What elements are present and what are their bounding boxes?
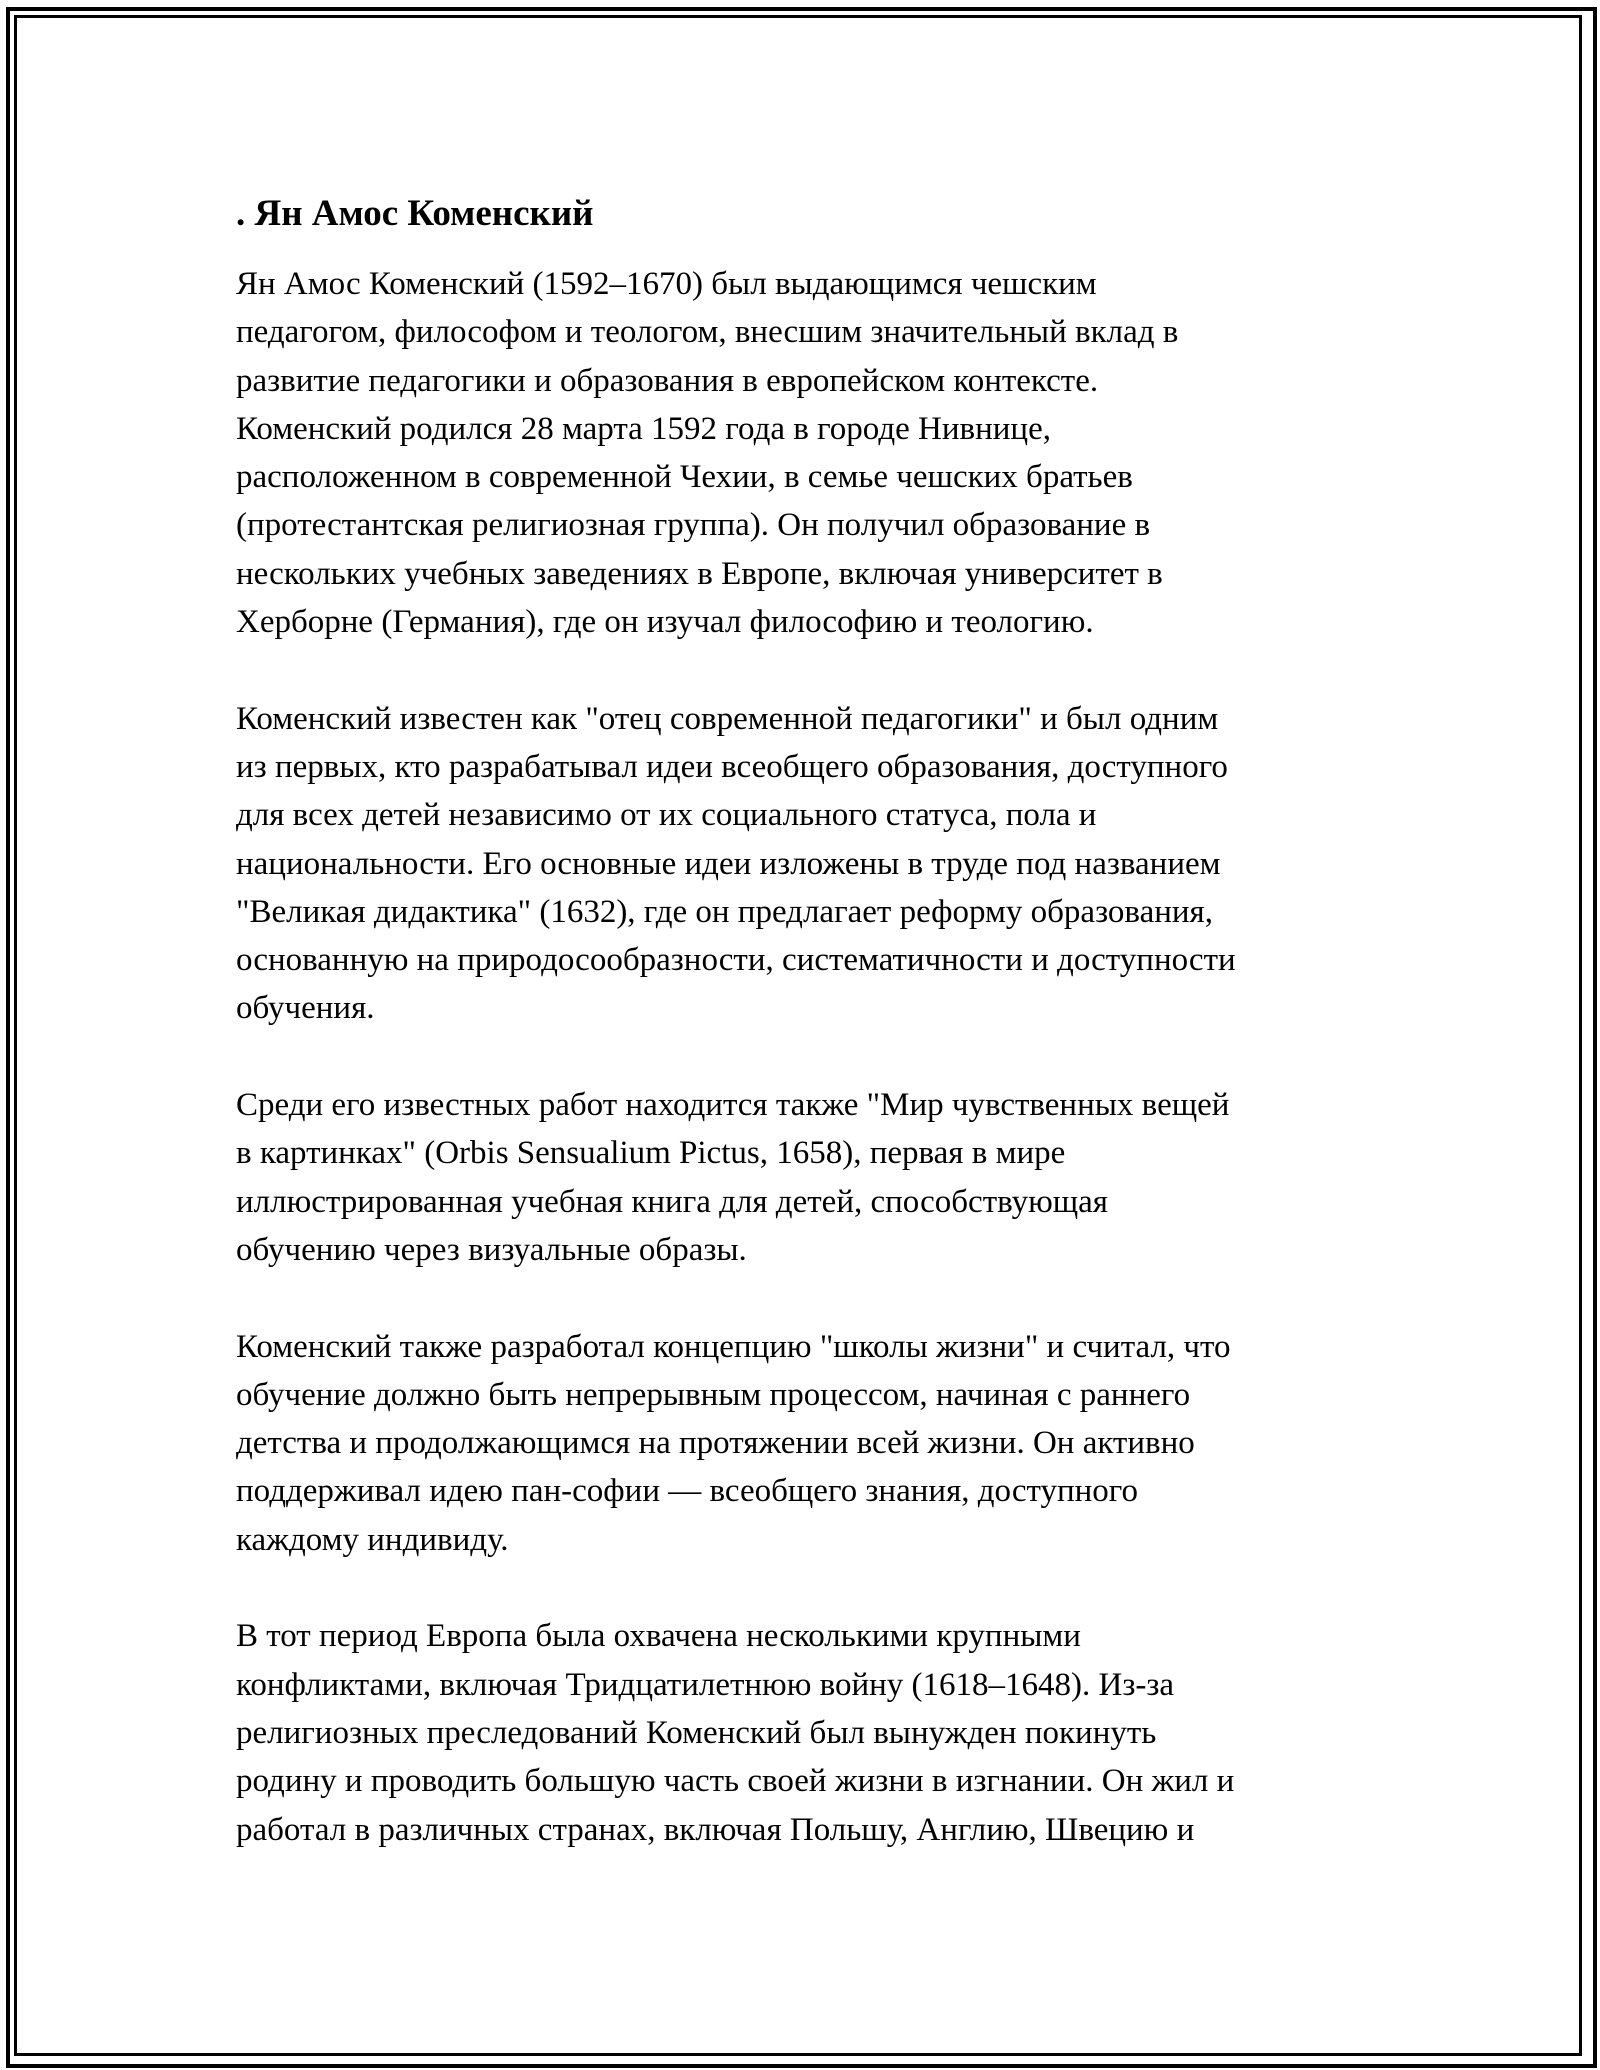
document-body	[236, 186, 1361, 1902]
paragraph-exile: В тот период Европа была охвачена несколькими крупными конфликтами, включая Тридцатилетнюю войну (1618–1648). Из-за религиозных преследований Коменский был вынужден покинуть родину и проводить большую часть своей жизни в изгнании. Он жил и работал в различных странах, включая Польшу, Англию, Швецию и	[236, 1618, 1235, 1848]
document-title: . Ян Амос Коменский	[236, 193, 594, 234]
paragraph-school-of-life: Коменский также разработал концепцию "школы жизни" и считал, что обучение должно быть непрерывным процессом, начиная с раннего детства и продолжающимся на протяжении всей жизни. Он активно поддерживал идею пан-софии — всеобщего знания, доступного каждому индивиду.	[236, 1328, 1231, 1558]
paragraph-orbis-pictus: Среди его известных работ находится также "Мир чувственных вещей в картинках" (Orbis Sensualium Pictus, 1658), первая в мире иллюстрированная учебная книга для детей, способствующая обучению через визуальные образы.	[236, 1087, 1230, 1268]
paragraph-biography: Ян Амос Коменский (1592–1670) был выдающимся чешским педагогом, философом и теологом, внесшим значительный вклад в развитие педагогики и образования в европейском контексте. Коменский родился 28 марта 1592 года в городе Нивнице, расположенном в современной Чехии, в семье чешских братьев (протестантская религиозная группа). Он получил образование в нескольких учебных заведениях в Европе, включая университет в Херборне (Германия), где он изучал философию и теологию.	[236, 266, 1179, 641]
paragraph-pedagogy: Коменский известен как "отец современной педагогики" и был одним из первых, кто разрабатывал идеи всеобщего образования, доступного для всех детей независимо от их социального статуса, пола и национальности. Его основные идеи изложены в труде под названием "Великая дидактика" (1632), где он предлагает реформу образования, основанную на природосообразности, систематичности и доступности обучения.	[236, 700, 1236, 1027]
